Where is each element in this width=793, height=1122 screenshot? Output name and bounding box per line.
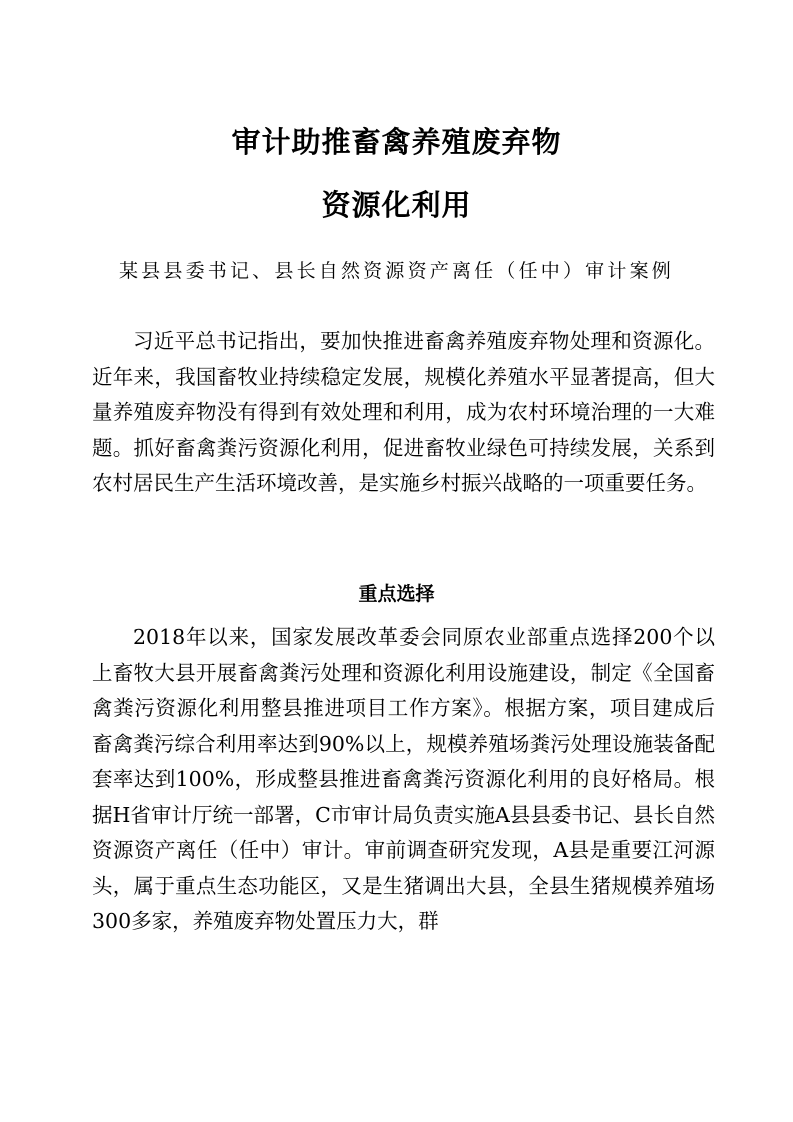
document-subtitle: 某县县委书记、县长自然资源资产离任（任中）审计案例 xyxy=(118,260,674,282)
document-title-line-1: 审计助推畜禽养殖废弃物 xyxy=(231,125,562,159)
section-heading: 重点选择 xyxy=(358,583,435,605)
intro-paragraph: 习近平总书记指出，要加快推进畜禽养殖废弃物处理和资源化。近年来，我国畜牧业持续稳定发展，规模化养殖水平显著提高，但大量养殖废弃物没有得到有效处理和利用，成为农村环境治理的一大难题。抓好畜禽粪污资源化利用，促进畜牧业绿色可持续发展，关系到农村居民生产生活环境改善，是实施乡村振兴战略的一项重要任务。 xyxy=(92,329,715,495)
document-title-line-2: 资源化利用 xyxy=(321,188,472,222)
section-paragraph: 2018年以来，国家发展改革委会同原农业部重点选择200个以上畜牧大县开展畜禽粪污处理和资源化利用设施建设，制定《全国畜禽粪污资源化利用整县推进项目工作方案》。根据方案，项目建成后畜禽粪污综合利用率达到90%以上，规模养殖场粪污处理设施装备配套率达到100%，形成整县推进畜禽粪污资源化利用的良好格局。根据H省审计厅统一部署，C市审计局负责实施A县县委书记、县长自然资源资产离任（任中）审计。审前调查研究发现，A县是重要江河源头，属于重点生态功能区，又是生猪调出大县，全县生猪规模养殖场300多家，养殖废弃物处置压力大，群 xyxy=(92,625,715,933)
